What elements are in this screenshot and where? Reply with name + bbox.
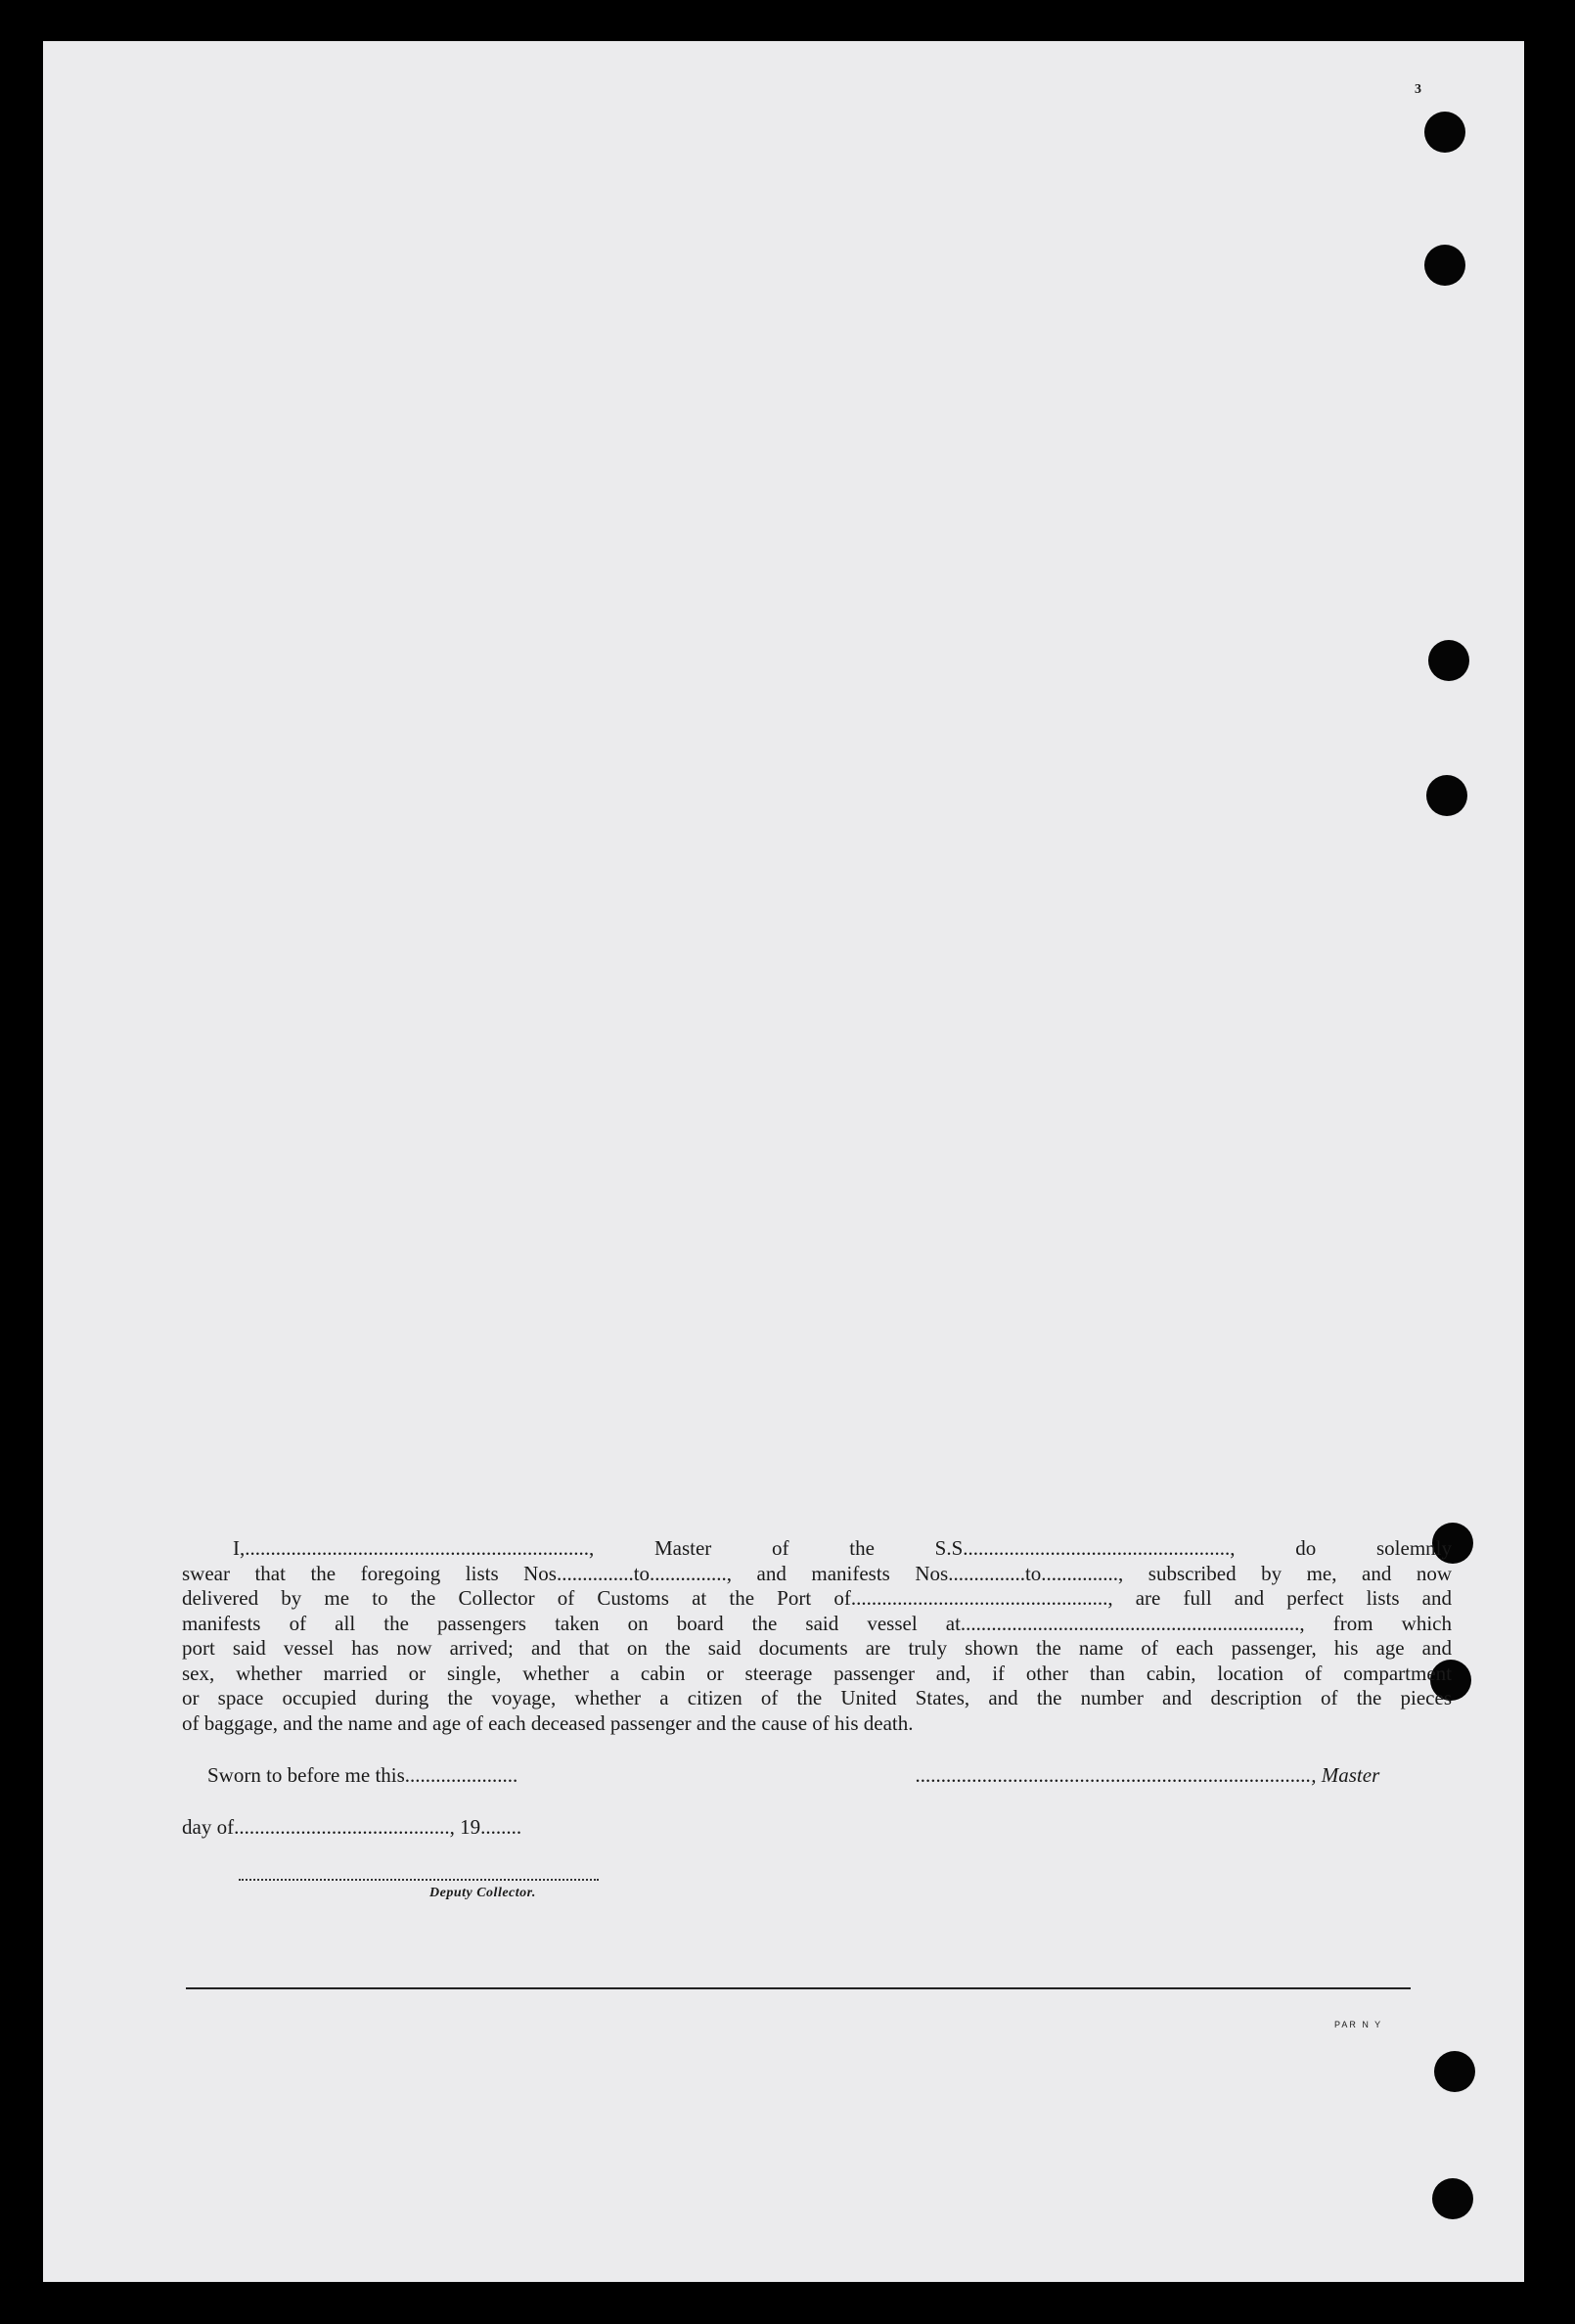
affidavit-line: delivered by me to the Collector of Customs at the Port of.................................................., are full and perfect lists and bbox=[182, 1586, 1452, 1610]
affidavit-line: sex, whether married or single, whether a cabin or steerage passenger and, if other than cabin, location of compartment bbox=[182, 1661, 1452, 1685]
sworn-to-text: Sworn to before me this...................... bbox=[207, 1763, 518, 1787]
printer-mark: PAR N Y bbox=[1334, 2020, 1383, 2029]
affidavit-line: manifests of all the passengers taken on board the said vessel at.................................................................., from which bbox=[182, 1611, 1452, 1635]
deputy-collector-label: Deputy Collector. bbox=[429, 1886, 536, 1900]
punch-hole-icon bbox=[1424, 245, 1465, 286]
affidavit-line: swear that the foregoing lists Nos...............to..............., and manifests Nos...............to..............., subscribed by me, and now bbox=[182, 1561, 1452, 1585]
horizontal-divider bbox=[186, 1987, 1411, 1989]
punch-hole-icon bbox=[1426, 775, 1467, 816]
affidavit-line: or space occupied during the voyage, whether a citizen of the United States, and the number and description of the pieces bbox=[182, 1686, 1452, 1709]
affidavit-line: I,..................................................................., Master of the S.S...................................................., do solemnly bbox=[233, 1536, 1452, 1560]
punch-hole-icon bbox=[1434, 2051, 1475, 2092]
punch-hole-icon bbox=[1424, 112, 1465, 153]
affidavit-line: port said vessel has now arrived; and that on the said documents are truly shown the name of each passenger, his age and bbox=[182, 1636, 1452, 1660]
punch-hole-icon bbox=[1428, 640, 1469, 681]
day-of-text: day of.........................................., 19........ bbox=[182, 1815, 522, 1839]
master-affidavit-paragraph bbox=[182, 1536, 1452, 1736]
punch-hole-icon bbox=[1432, 2178, 1473, 2219]
document-page bbox=[43, 41, 1524, 2282]
affidavit-line: of baggage, and the name and age of each deceased passenger and the cause of his death. bbox=[182, 1710, 914, 1735]
master-signature-line: ............................................................................., Master bbox=[916, 1763, 1380, 1787]
deputy-collector-signature-line bbox=[239, 1879, 599, 1881]
corner-mark: 3 bbox=[1415, 82, 1421, 97]
